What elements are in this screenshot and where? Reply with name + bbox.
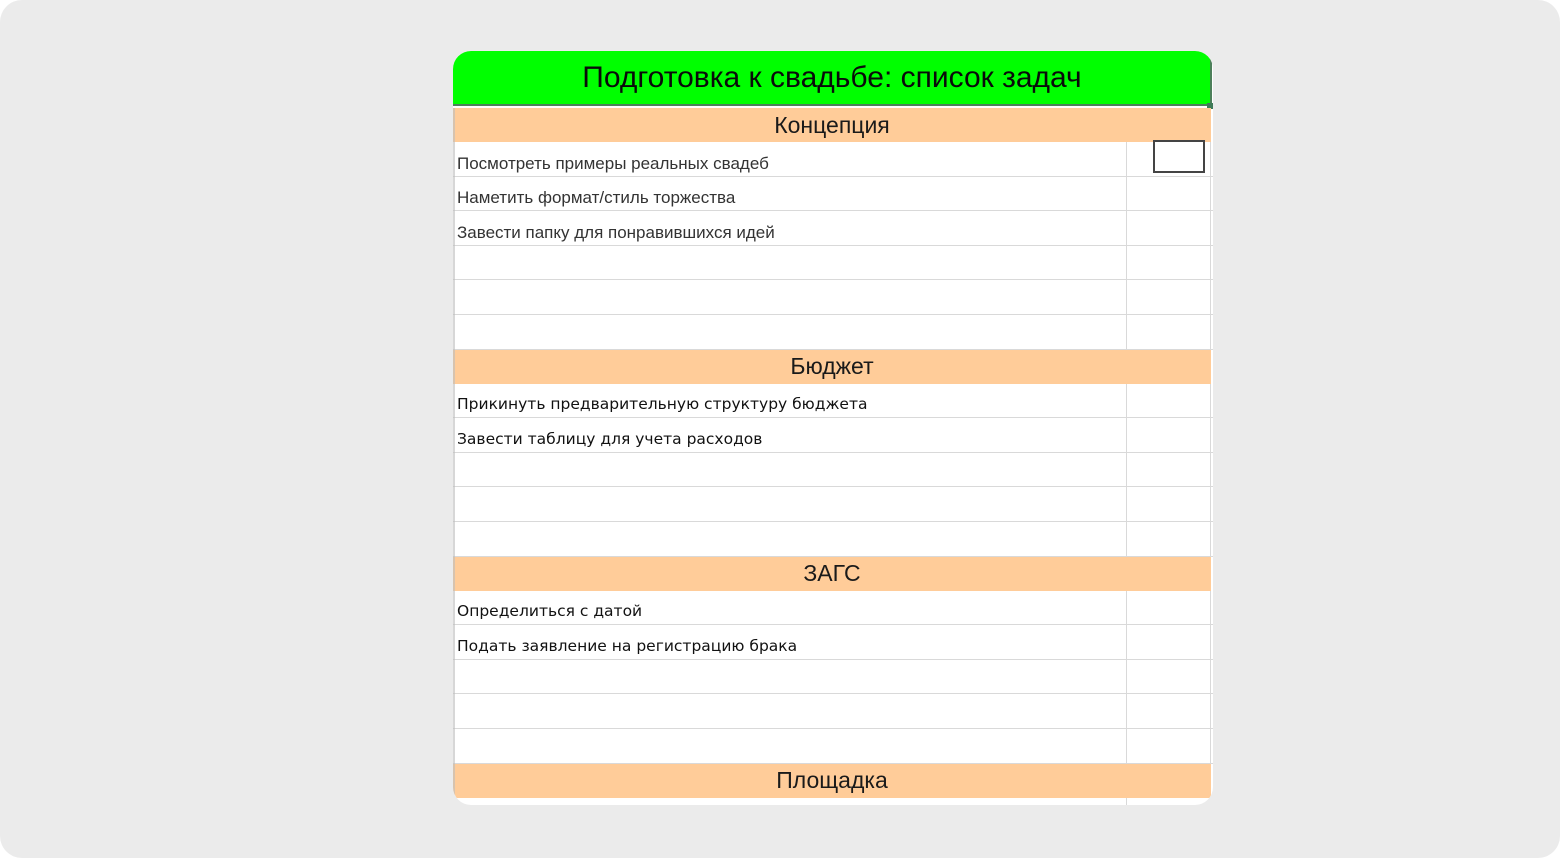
task-cell[interactable] [453,660,1127,694]
table-row [453,211,1213,246]
table-row [453,142,1213,177]
table-row [453,798,1213,806]
done-cell[interactable] [1127,315,1211,349]
task-cell[interactable] [453,522,1127,556]
task-cell[interactable]: Подать заявление на регистрацию брака [453,625,1127,659]
task-cell[interactable] [453,280,1127,314]
task-cell[interactable] [453,246,1127,280]
table-row [453,487,1213,522]
table-row [453,418,1213,453]
done-cell[interactable] [1127,246,1211,280]
task-cell[interactable]: Завести папку для понравившихся идей [453,211,1127,245]
section-header-registry[interactable]: ЗАГС [453,557,1211,591]
task-cell[interactable] [453,798,1127,806]
table-row [453,453,1213,488]
selection-border [1210,59,1212,106]
done-cell[interactable] [1127,729,1211,763]
sheet-title-cell[interactable]: Подготовка к свадьбе: список задач [453,51,1211,106]
done-cell[interactable] [1127,798,1211,806]
done-cell[interactable] [1127,418,1211,452]
table-row [453,625,1213,660]
table-row [453,591,1213,626]
task-cell[interactable] [453,487,1127,521]
done-cell-selected[interactable] [1127,142,1211,176]
table-row [453,315,1213,350]
done-cell[interactable] [1127,625,1211,659]
section-header-budget[interactable]: Бюджет [453,350,1211,384]
done-cell[interactable] [1127,487,1211,521]
table-row [453,660,1213,695]
done-cell[interactable] [1127,694,1211,728]
done-cell[interactable] [1127,591,1211,625]
table-row [453,729,1213,764]
task-cell[interactable]: Наметить формат/стиль торжества [453,177,1127,211]
section-header-venue[interactable]: Площадка [453,764,1211,798]
done-cell[interactable] [1127,660,1211,694]
task-cell[interactable]: Посмотреть примеры реальных свадеб [453,142,1127,176]
done-cell[interactable] [1127,522,1211,556]
done-cell[interactable] [1127,384,1211,418]
done-cell[interactable] [1127,177,1211,211]
task-cell[interactable]: Определиться с датой [453,591,1127,625]
table-row [453,246,1213,281]
task-cell[interactable] [453,694,1127,728]
task-table [453,108,1213,805]
sheet-left-border [453,108,455,805]
section-header-concept[interactable]: Концепция [453,108,1211,142]
done-cell[interactable] [1127,453,1211,487]
task-cell[interactable] [453,315,1127,349]
spreadsheet [453,51,1213,805]
table-row [453,694,1213,729]
task-cell[interactable] [453,453,1127,487]
table-row [453,280,1213,315]
done-cell[interactable] [1127,280,1211,314]
table-row [453,177,1213,212]
task-cell[interactable] [453,729,1127,763]
task-cell[interactable]: Прикинуть предварительную структуру бюджета [453,384,1127,418]
task-cell[interactable]: Завести таблицу для учета расходов [453,418,1127,452]
done-cell[interactable] [1127,211,1211,245]
table-row [453,522,1213,557]
table-row [453,384,1213,419]
